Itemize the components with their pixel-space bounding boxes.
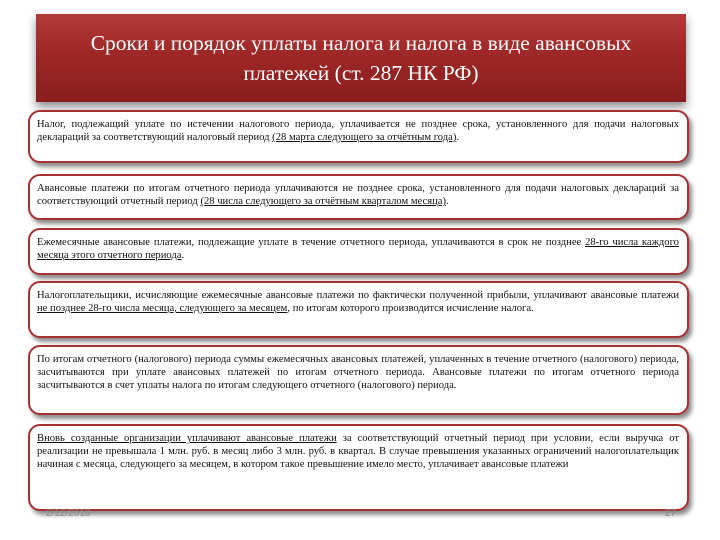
block-text: Ежемесячные авансовые платежи, подлежащие уплате в течение отчетного периода, уплачиваются в срок не позднее — [37, 237, 586, 248]
text-block-actual-profit-payers — [28, 281, 689, 338]
block-underlined-text: Вновь созданные организации уплачивают авансовые платежи — [37, 433, 337, 444]
title-banner — [36, 14, 686, 102]
text-block-offset-of-payments — [28, 345, 689, 415]
block-text: за соответствующий отчетный период при условии, если выручка от реализации не превышала 1 млн. руб. в месяц либо 3 млн. руб. в квартал. В случае превышения указанных ограничений налогоплательщик начиная с месяца, следующего за месяцем, в котором такое превышение имело место, уплачивает авансовые платежи — [37, 433, 679, 470]
block-text-end: . — [181, 250, 185, 261]
block-underlined-text: (28 марта следующего за отчётным года) — [272, 132, 457, 143]
block-text: Налогоплательщики, исчисляющие ежемесячные авансовые платежи по фактически полученной прибыли, уплачивают авансовые платежи — [37, 290, 679, 301]
text-block-tax-payment-deadline — [28, 110, 689, 163]
block-text: По итогам отчетного (налогового) периода суммы ежемесячных авансовых платежей, уплаченных в течение отчетного (налогового) периода, засчитываются при уплате авансовых платежей по итогам отчетного периода. Авансовые платежи по итогам отчетного периода засчитываются в счет уплаты налога по итогам следующего отчетного (налогового) периода. — [37, 354, 679, 391]
block-underlined-text: 28-го числа каждого месяца этого отчетного периода — [37, 237, 679, 261]
block-underlined-text: не позднее 28-го числа месяца, следующего за месяцем — [37, 303, 288, 314]
page-number: 27 — [664, 508, 676, 519]
text-block-new-organizations — [28, 424, 689, 511]
footer-date: 2/12/2018 — [46, 508, 91, 519]
text-block-monthly-advance-payments — [28, 228, 689, 275]
block-text-end: . — [456, 132, 460, 143]
block-text-end: . — [446, 196, 449, 207]
block-text: Авансовые платежи по итогам отчетного периода уплачиваются не позднее срока, установленного для подачи налоговых деклараций за соответствующий отчетный период — [37, 183, 679, 207]
block-underlined-text: (28 числа следующего за отчётным кварталом месяца) — [200, 196, 447, 207]
page-title: Сроки и порядок уплаты налога и налога в виде авансовых платежей (ст. 287 НК РФ) — [90, 31, 632, 85]
block-text-end: , по итогам которого производится исчисление налога. — [287, 303, 534, 314]
text-block-quarterly-advance-payments — [28, 174, 689, 220]
block-text: Налог, подлежащий уплате по истечении налогового периода, уплачивается не позднее срока, установленного для подачи налоговых деклараций за соответствующий налоговый период — [37, 119, 679, 143]
